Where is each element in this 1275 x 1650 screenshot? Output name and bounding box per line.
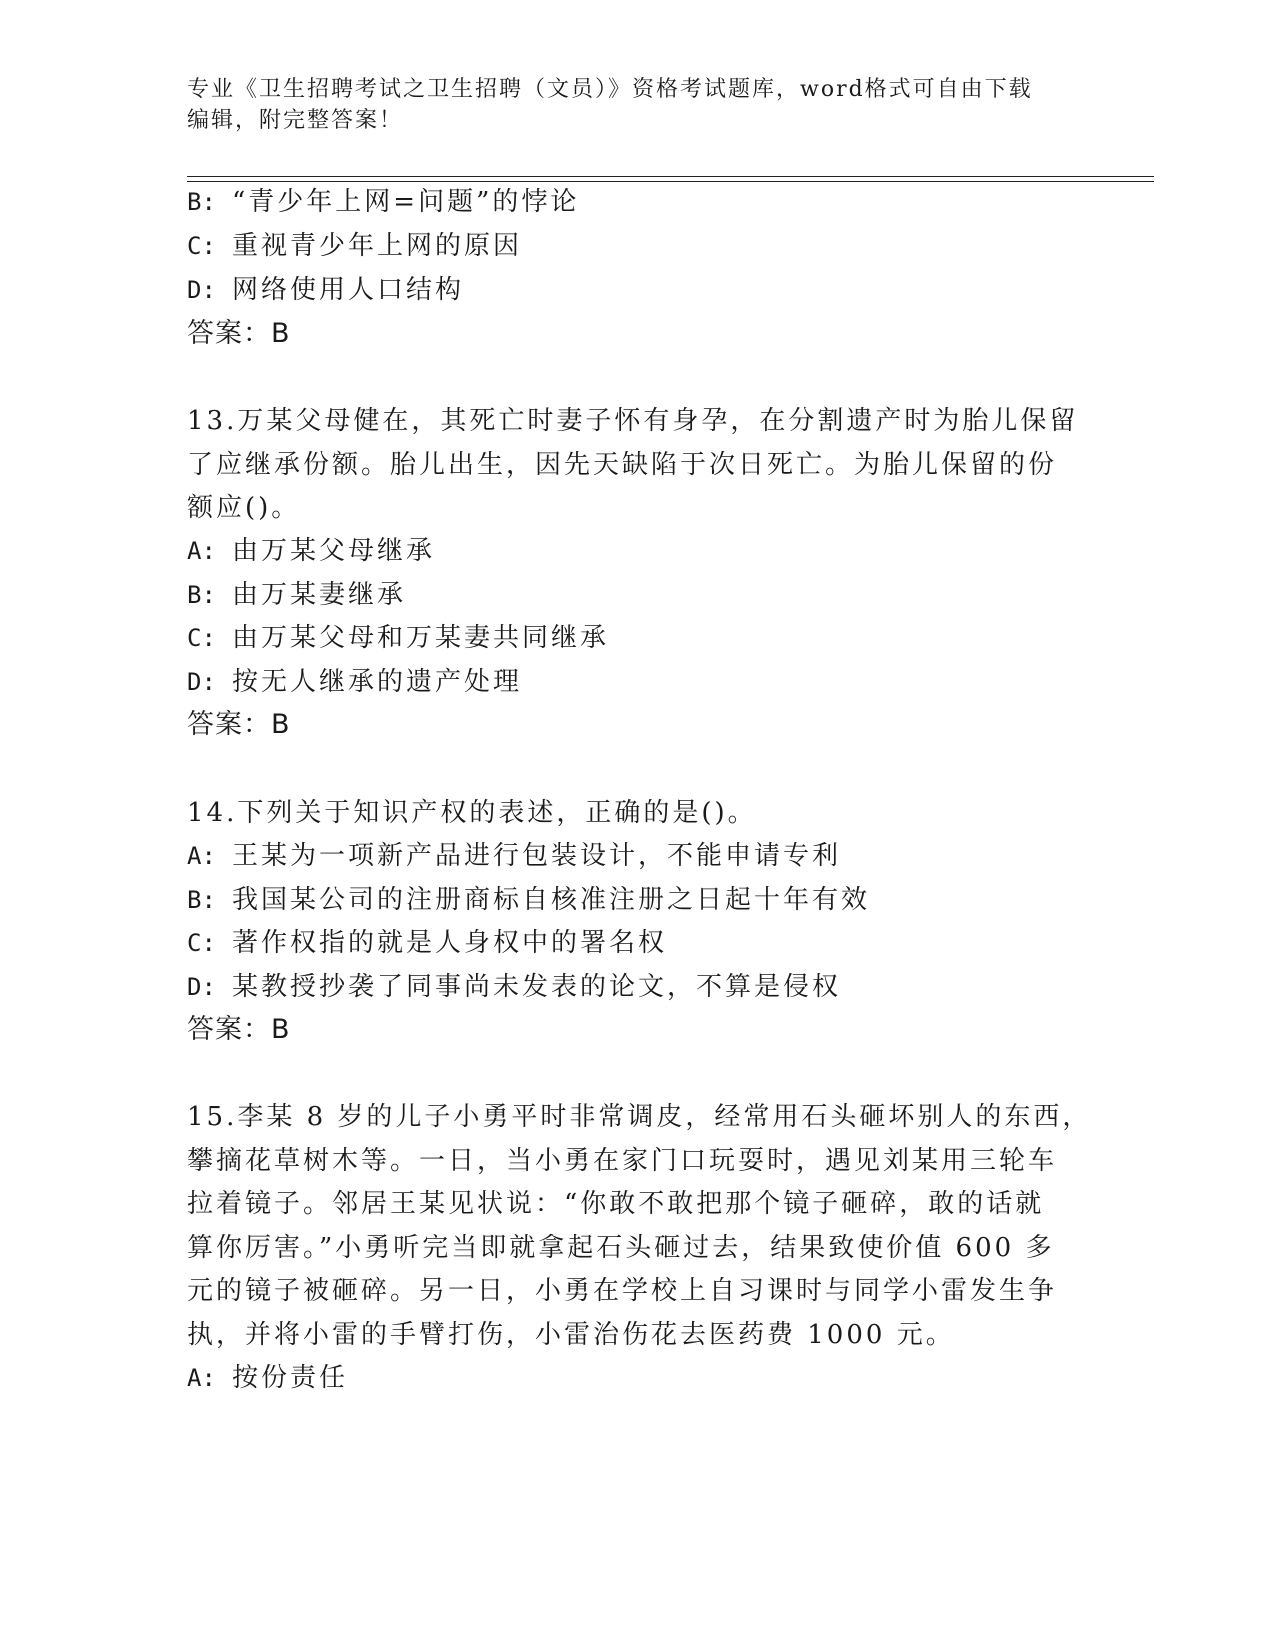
q14-option-b-text: 我国某公司的注册商标自核准注册之日起十年有效 — [232, 885, 871, 915]
q15-option-a-letter: A: — [187, 1364, 216, 1392]
q13-stem-line-1: 13.万某父母健在，其死亡时妻子怀有身孕，在分割遗产时为胎儿保留 — [187, 406, 1079, 436]
q14-option-b-letter: B: — [187, 886, 216, 914]
header-divider-top — [187, 176, 1154, 177]
q15-stem-line-3: 拉着镜子。邻居王某见状说：“你敢不敢把那个镜子砸碎，敢的话就 — [187, 1189, 1045, 1219]
q13-stem-line-2: 了应继承份额。胎儿出生，因先天缺陷于次日死亡。为胎儿保留的份 — [187, 450, 1058, 480]
q15-stem-line-4: 算你厉害。”小勇听完当即就拿起石头砸过去，结果致使价值 600 多 — [187, 1233, 1055, 1263]
q13-option-b-letter: B: — [187, 581, 216, 609]
q14-option-d-letter: D: — [187, 973, 216, 1001]
q12-option-d-text: 网络使用人口结构 — [232, 275, 465, 305]
q13-option-a-letter: A: — [187, 537, 216, 565]
q13-option-c — [187, 615, 609, 661]
q13-option-d — [187, 659, 522, 705]
q14-option-a-text: 王某为一项新产品进行包装设计，不能申请专利 — [232, 841, 842, 871]
q12-option-d — [187, 267, 464, 313]
q15-option-a-text: 按份责任 — [232, 1363, 349, 1393]
q13-option-d-letter: D: — [187, 668, 216, 696]
q12-option-c-letter: C: — [187, 232, 216, 260]
q13-option-a-text: 由万某父母继承 — [232, 536, 436, 566]
q14-option-a-letter: A: — [187, 842, 216, 870]
q12-option-b — [187, 179, 579, 225]
q13-option-c-text: 由万某父母和万某妻共同继承 — [232, 623, 610, 653]
q14-option-a — [187, 833, 841, 879]
q14-option-c-text: 著作权指的就是人身权中的署名权 — [232, 928, 668, 958]
q15-stem-line-5: 元的镜子被砸碎。另一日，小勇在学校上自习课时与同学小雷发生争 — [187, 1276, 1058, 1306]
q14-stem-line-1: 14.下列关于知识产权的表述，正确的是()。 — [187, 798, 757, 828]
q13-option-b — [187, 572, 406, 618]
q15-stem-line-2: 攀摘花草树木等。一日，当小勇在家门口玩耍时，遇见刘某用三轮车 — [187, 1146, 1058, 1176]
q15-stem-line-1: 15.李某 8 岁的儿子小勇平时非常调皮，经常用石头砸坏别人的东西， — [187, 1102, 1092, 1132]
q12-option-d-letter: D: — [187, 276, 216, 304]
q13-option-d-text: 按无人继承的遗产处理 — [232, 667, 523, 697]
q13-option-b-text: 由万某妻继承 — [232, 580, 407, 610]
q13-option-a — [187, 528, 435, 574]
q13-stem-line-3: 额应()。 — [187, 493, 301, 523]
q13-option-c-letter: C: — [187, 624, 216, 652]
q14-option-d-text: 某教授抄袭了同事尚未发表的论文，不算是侵权 — [232, 972, 842, 1002]
document-header — [187, 74, 1087, 136]
q12-option-c — [187, 223, 522, 269]
q12-option-c-text: 重视青少年上网的原因 — [232, 231, 523, 261]
header-line-2: 编辑，附完整答案！ — [187, 108, 404, 133]
q14-option-d — [187, 964, 841, 1010]
q15-stem-line-6: 执，并将小雷的手臂打伤，小雷治伤花去医药费 1000 元。 — [187, 1320, 955, 1350]
q15-option-a — [187, 1355, 348, 1401]
q12-answer: 答案：B — [187, 318, 291, 349]
q14-answer: 答案：B — [187, 1014, 291, 1045]
q12-option-b-text: “青少年上网=问题”的悖论 — [232, 187, 580, 217]
q14-option-c-letter: C: — [187, 929, 216, 957]
q14-option-b — [187, 877, 870, 923]
q12-option-b-letter: B: — [187, 188, 216, 216]
header-line-1: 专业《卫生招聘考试之卫生招聘（文员）》资格考试题库，word格式可自由下载 — [187, 77, 1033, 102]
q14-option-c — [187, 920, 667, 966]
q13-answer: 答案：B — [187, 709, 291, 740]
